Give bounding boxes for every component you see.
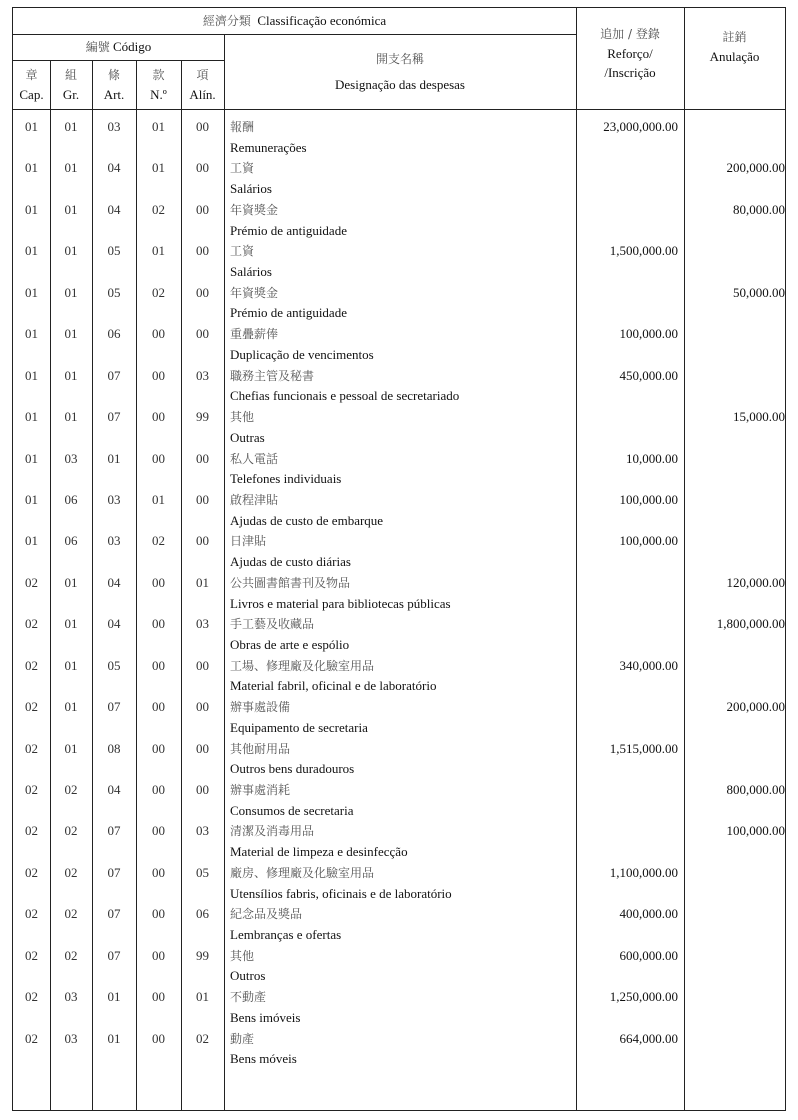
table-row bbox=[13, 531, 785, 572]
art-cell: 07 bbox=[107, 823, 121, 839]
table-row bbox=[13, 739, 785, 780]
no-cell: 00 bbox=[152, 864, 165, 880]
alin-cell: 99 bbox=[196, 409, 209, 425]
designation-pt: Chefias funcionais e pessoal de secretariado bbox=[230, 388, 460, 404]
designation-pt: Livros e material para bibliotecas públicas bbox=[230, 595, 451, 611]
table-row bbox=[13, 283, 785, 324]
alin-cell: 06 bbox=[196, 906, 209, 922]
designation-pt: Outros bens duradouros bbox=[230, 761, 355, 777]
alin-cell: 02 bbox=[196, 1030, 209, 1046]
gr-cell: 01 bbox=[64, 740, 78, 756]
cap-cell: 01 bbox=[25, 409, 38, 425]
art-cell: 03 bbox=[107, 119, 121, 134]
designation-pt: Outras bbox=[230, 429, 265, 445]
art-cell: 04 bbox=[107, 201, 121, 217]
code-header bbox=[13, 34, 224, 60]
gr-cell: 01 bbox=[64, 326, 78, 342]
reinforcement-amount: 664,000.00 bbox=[619, 1030, 678, 1046]
classification-pt: Classificação económica bbox=[257, 13, 387, 28]
alin-cell: 00 bbox=[196, 699, 209, 715]
table-row bbox=[13, 697, 785, 738]
alin-cell: 00 bbox=[196, 782, 209, 797]
code-zh: 編號 bbox=[85, 40, 110, 54]
designation-cell bbox=[230, 821, 408, 862]
cap-cell: 02 bbox=[25, 906, 38, 922]
cap-cell: 01 bbox=[25, 201, 38, 217]
reinforcement-amount: 400,000.00 bbox=[619, 906, 678, 922]
designation-pt: Consumos de secretaria bbox=[230, 802, 354, 818]
designation-pt: Material fabril, oficinal e de laboratório bbox=[230, 678, 437, 694]
cap-cell: 01 bbox=[25, 119, 38, 134]
table-row bbox=[13, 656, 785, 697]
designation-cell bbox=[230, 780, 353, 821]
designation-zh: 不動產 bbox=[230, 990, 267, 1005]
table-row bbox=[13, 573, 785, 614]
cap-cell: 02 bbox=[25, 699, 38, 715]
gr-cell: 01 bbox=[64, 657, 78, 673]
reinforcement-amount: 600,000.00 bbox=[619, 947, 678, 963]
cap-pt: Cap. bbox=[19, 86, 44, 102]
designation-cell bbox=[230, 200, 347, 241]
art-cell: 04 bbox=[107, 782, 121, 797]
classification-zh: 經濟分類 bbox=[202, 14, 251, 28]
designation-zh: 年資獎金 bbox=[230, 202, 279, 217]
reinforcement-header bbox=[576, 18, 684, 88]
gr-cell: 01 bbox=[64, 201, 78, 217]
no-cell: 00 bbox=[152, 657, 165, 673]
no-cell: 00 bbox=[152, 740, 165, 756]
annulment-header bbox=[684, 22, 785, 72]
designation-zh: 公共圖書館書刊及物品 bbox=[230, 575, 351, 590]
alin-cell: 03 bbox=[196, 616, 209, 632]
alin-cell: 00 bbox=[196, 160, 209, 176]
table-row bbox=[13, 490, 785, 531]
designation-pt: Obras de arte e espólio bbox=[230, 636, 350, 652]
reinforcement-amount: 1,100,000.00 bbox=[609, 864, 678, 880]
designation-pt: Ajudas de custo diárias bbox=[230, 554, 351, 570]
alin-cell: 00 bbox=[196, 450, 209, 466]
designation-zh: 辦事處消耗 bbox=[230, 783, 291, 797]
annulment-amount: 50,000.00 bbox=[733, 284, 785, 300]
no-cell: 00 bbox=[152, 947, 165, 963]
table-row bbox=[13, 158, 785, 199]
art-cell: 07 bbox=[107, 409, 121, 425]
cap-cell: 02 bbox=[25, 1030, 38, 1046]
table-row bbox=[13, 946, 785, 987]
table-row bbox=[13, 780, 785, 821]
table-row bbox=[13, 987, 785, 1028]
cap-cell: 02 bbox=[25, 616, 38, 632]
gr-cell: 01 bbox=[64, 160, 78, 176]
art-cell: 06 bbox=[107, 326, 121, 342]
cap-cell: 02 bbox=[25, 574, 38, 590]
designation-pt: Utensílios fabris, oficinais e de laboratório bbox=[230, 885, 452, 901]
budget-table bbox=[12, 7, 786, 1111]
alin-cell: 00 bbox=[196, 533, 209, 549]
designation-pt: Bens móveis bbox=[230, 1051, 297, 1067]
art-header bbox=[92, 60, 136, 109]
cap-cell: 01 bbox=[25, 160, 38, 176]
designation-zh: 其他 bbox=[230, 410, 255, 425]
no-cell: 00 bbox=[152, 409, 165, 425]
cap-cell: 02 bbox=[25, 657, 38, 673]
reinforcement-amount: 1,250,000.00 bbox=[609, 989, 678, 1005]
designation-zh: 年資獎金 bbox=[230, 285, 279, 300]
designation-cell bbox=[230, 490, 383, 531]
reinforcement-amount: 1,500,000.00 bbox=[609, 243, 678, 259]
art-cell: 01 bbox=[107, 989, 121, 1005]
cap-cell: 01 bbox=[25, 326, 38, 342]
no-cell: 00 bbox=[152, 367, 165, 383]
designation-cell bbox=[230, 283, 347, 324]
no-cell: 01 bbox=[152, 160, 165, 176]
annulment-amount: 80,000.00 bbox=[733, 201, 785, 217]
annulment-amount: 120,000.00 bbox=[726, 574, 785, 590]
cap-cell: 01 bbox=[25, 491, 38, 507]
designation-cell bbox=[230, 531, 351, 572]
designation-zh: 開支名稱 bbox=[375, 51, 424, 66]
designation-cell bbox=[230, 407, 265, 448]
annulment-amount: 200,000.00 bbox=[726, 699, 785, 715]
designation-cell bbox=[230, 1029, 297, 1070]
designation-cell bbox=[230, 449, 341, 490]
art-cell: 07 bbox=[107, 699, 121, 715]
designation-cell bbox=[230, 573, 451, 614]
no-cell: 00 bbox=[152, 450, 165, 466]
alin-cell: 00 bbox=[196, 243, 209, 259]
art-cell: 04 bbox=[107, 574, 121, 590]
annulment-zh: 註銷 bbox=[722, 30, 747, 44]
designation-cell bbox=[230, 241, 272, 282]
designation-zh: 報酬 bbox=[230, 120, 255, 134]
alin-cell: 03 bbox=[196, 367, 209, 383]
art-cell: 07 bbox=[107, 947, 121, 963]
no-cell: 02 bbox=[152, 533, 165, 549]
designation-header bbox=[224, 34, 576, 109]
reinforcement-amount: 100,000.00 bbox=[619, 533, 678, 549]
designation-pt: Salários bbox=[230, 181, 272, 197]
art-cell: 04 bbox=[107, 160, 121, 176]
cap-zh: 章 bbox=[25, 67, 38, 82]
designation-zh: 動產 bbox=[230, 1031, 255, 1046]
cap-header bbox=[13, 60, 50, 109]
table-row bbox=[13, 407, 785, 448]
designation-pt: Ajudas de custo de embarque bbox=[230, 512, 384, 528]
reinforcement-amount: 100,000.00 bbox=[619, 491, 678, 507]
reinforcement-amount: 23,000,000.00 bbox=[603, 119, 678, 134]
designation-zh: 其他 bbox=[230, 948, 255, 963]
no-cell: 01 bbox=[152, 243, 165, 259]
cap-cell: 01 bbox=[25, 533, 38, 549]
designation-zh: 工場、修理廠及化驗室用品 bbox=[230, 658, 375, 673]
gr-cell: 01 bbox=[64, 243, 78, 259]
no-header bbox=[136, 60, 181, 109]
no-cell: 00 bbox=[152, 616, 165, 632]
art-cell: 04 bbox=[107, 616, 121, 632]
designation-cell bbox=[230, 614, 349, 655]
designation-cell bbox=[230, 904, 341, 945]
annulment-amount: 100,000.00 bbox=[726, 823, 785, 839]
table-row bbox=[13, 366, 785, 407]
alin-cell: 00 bbox=[196, 284, 209, 300]
table-row bbox=[13, 324, 785, 365]
reinforcement-pt2: /Inscrição bbox=[604, 64, 656, 80]
designation-cell bbox=[230, 946, 265, 987]
designation-zh: 其他耐用品 bbox=[230, 741, 291, 756]
gr-cell: 02 bbox=[64, 823, 78, 839]
no-cell: 02 bbox=[152, 284, 165, 300]
designation-zh: 手工藝及收藏品 bbox=[230, 617, 315, 632]
designation-zh: 工資 bbox=[230, 244, 255, 259]
reinforcement-zh: 追加 / 登錄 bbox=[600, 26, 660, 41]
gr-cell: 01 bbox=[64, 367, 78, 383]
art-cell: 03 bbox=[107, 533, 121, 549]
designation-zh: 重疊薪俸 bbox=[230, 327, 279, 342]
cap-cell: 01 bbox=[25, 284, 38, 300]
alin-cell: 00 bbox=[196, 119, 209, 134]
alin-pt: Alín. bbox=[189, 86, 216, 102]
table-row bbox=[13, 1029, 785, 1070]
alin-header bbox=[181, 60, 224, 109]
cap-cell: 01 bbox=[25, 367, 38, 383]
no-cell: 01 bbox=[152, 491, 165, 507]
designation-zh: 廠房、修理廠及化驗室用品 bbox=[230, 865, 375, 880]
cap-cell: 02 bbox=[25, 989, 38, 1005]
designation-cell bbox=[230, 158, 272, 199]
gr-cell: 01 bbox=[64, 574, 78, 590]
designation-pt: Prémio de antiguidade bbox=[230, 305, 347, 321]
alin-zh: 項 bbox=[196, 67, 209, 82]
cap-cell: 02 bbox=[25, 782, 38, 797]
reinforcement-amount: 1,515,000.00 bbox=[609, 740, 678, 756]
gr-cell: 03 bbox=[64, 450, 78, 466]
alin-cell: 00 bbox=[196, 657, 209, 673]
art-cell: 07 bbox=[107, 864, 121, 880]
alin-cell: 01 bbox=[196, 574, 209, 590]
annulment-amount: 200,000.00 bbox=[726, 160, 785, 176]
table-row bbox=[13, 449, 785, 490]
no-cell: 00 bbox=[152, 823, 165, 839]
table-row bbox=[13, 241, 785, 282]
no-cell: 00 bbox=[152, 574, 165, 590]
designation-pt: Equipamento de secretaria bbox=[230, 719, 368, 735]
cap-cell: 02 bbox=[25, 823, 38, 839]
gr-cell: 01 bbox=[64, 699, 78, 715]
gr-cell: 03 bbox=[64, 989, 78, 1005]
art-cell: 07 bbox=[107, 367, 121, 383]
designation-pt: Remunerações bbox=[230, 139, 307, 155]
annulment-amount: 800,000.00 bbox=[726, 782, 785, 797]
designation-zh: 啟程津貼 bbox=[230, 492, 279, 507]
designation-pt: Duplicação de vencimentos bbox=[230, 346, 374, 362]
cap-cell: 02 bbox=[25, 740, 38, 756]
art-cell: 01 bbox=[107, 1030, 121, 1046]
designation-cell bbox=[230, 324, 374, 365]
cap-cell: 02 bbox=[25, 864, 38, 880]
table-body bbox=[13, 109, 785, 1070]
art-cell: 08 bbox=[107, 740, 121, 756]
gr-cell: 01 bbox=[64, 284, 78, 300]
art-cell: 05 bbox=[107, 657, 121, 673]
designation-pt: Telefones individuais bbox=[230, 471, 342, 487]
designation-zh: 職務主管及秘書 bbox=[230, 368, 315, 383]
alin-cell: 03 bbox=[196, 823, 209, 839]
designation-cell bbox=[230, 697, 368, 738]
designation-zh: 辦事處設備 bbox=[230, 700, 291, 715]
table-row bbox=[13, 614, 785, 655]
designation-cell bbox=[230, 739, 354, 780]
designation-zh: 紀念品及獎品 bbox=[230, 907, 303, 922]
designation-cell bbox=[230, 366, 459, 407]
gr-cell: 02 bbox=[64, 782, 78, 797]
no-cell: 00 bbox=[152, 1030, 165, 1046]
designation-pt: Bens imóveis bbox=[230, 1009, 301, 1025]
designation-pt: Outros bbox=[230, 968, 266, 984]
designation-cell bbox=[230, 117, 307, 158]
gr-zh: 組 bbox=[64, 67, 77, 82]
no-cell: 00 bbox=[152, 989, 165, 1005]
gr-cell: 03 bbox=[64, 1030, 78, 1046]
designation-cell bbox=[230, 987, 300, 1028]
table-row bbox=[13, 117, 785, 158]
designation-pt: Designação das despesas bbox=[335, 76, 465, 92]
alin-cell: 05 bbox=[196, 864, 209, 880]
annulment-amount: 1,800,000.00 bbox=[716, 616, 785, 632]
alin-cell: 01 bbox=[196, 989, 209, 1005]
alin-cell: 00 bbox=[196, 201, 209, 217]
reinforcement-amount: 450,000.00 bbox=[619, 367, 678, 383]
designation-zh: 日津貼 bbox=[230, 534, 267, 549]
art-cell: 07 bbox=[107, 906, 121, 922]
art-cell: 01 bbox=[107, 450, 121, 466]
art-zh: 條 bbox=[107, 67, 120, 82]
reinforcement-amount: 100,000.00 bbox=[619, 326, 678, 342]
gr-cell: 02 bbox=[64, 864, 78, 880]
alin-cell: 00 bbox=[196, 740, 209, 756]
gr-cell: 06 bbox=[64, 491, 78, 507]
no-cell: 02 bbox=[152, 201, 165, 217]
gr-cell: 02 bbox=[64, 947, 78, 963]
no-cell: 00 bbox=[152, 326, 165, 342]
no-zh: 款 bbox=[152, 67, 165, 82]
no-cell: 00 bbox=[152, 699, 165, 715]
reinforcement-amount: 340,000.00 bbox=[619, 657, 678, 673]
gr-cell: 01 bbox=[64, 119, 78, 134]
gr-cell: 01 bbox=[64, 616, 78, 632]
cap-cell: 02 bbox=[25, 947, 38, 963]
reinforcement-pt1: Reforço/ bbox=[607, 45, 653, 61]
no-cell: 01 bbox=[152, 119, 165, 134]
alin-cell: 00 bbox=[196, 326, 209, 342]
annulment-pt: Anulação bbox=[709, 49, 760, 64]
designation-pt: Salários bbox=[230, 264, 272, 279]
designation-pt: Prémio de antiguidade bbox=[230, 222, 347, 238]
gr-cell: 01 bbox=[64, 409, 78, 425]
table-row bbox=[13, 904, 785, 945]
annulment-amount: 15,000.00 bbox=[733, 409, 785, 425]
cap-cell: 01 bbox=[25, 450, 38, 466]
gr-cell: 06 bbox=[64, 533, 78, 549]
designation-zh: 工資 bbox=[230, 161, 255, 176]
table-row bbox=[13, 863, 785, 904]
alin-cell: 99 bbox=[196, 947, 209, 963]
reinforcement-amount: 10,000.00 bbox=[626, 450, 678, 466]
gr-cell: 02 bbox=[64, 906, 78, 922]
gr-header bbox=[50, 60, 92, 109]
designation-cell bbox=[230, 656, 436, 697]
no-cell: 00 bbox=[152, 906, 165, 922]
table-row bbox=[13, 200, 785, 241]
cap-cell: 01 bbox=[25, 243, 38, 259]
designation-cell bbox=[230, 863, 452, 904]
classification-header bbox=[13, 8, 576, 34]
no-cell: 00 bbox=[152, 782, 165, 797]
gr-pt: Gr. bbox=[62, 86, 80, 102]
designation-zh: 私人電話 bbox=[230, 451, 279, 466]
designation-pt: Material de limpeza e desinfecção bbox=[230, 844, 408, 860]
art-pt: Art. bbox=[103, 86, 125, 102]
designation-zh: 清潔及消毒用品 bbox=[230, 824, 315, 839]
art-cell: 05 bbox=[107, 243, 121, 259]
art-cell: 03 bbox=[107, 491, 121, 507]
alin-cell: 00 bbox=[196, 491, 209, 507]
no-pt: N.º bbox=[150, 86, 167, 102]
table-row bbox=[13, 821, 785, 862]
code-pt: Código bbox=[112, 39, 152, 54]
art-cell: 05 bbox=[107, 284, 121, 300]
designation-pt: Lembranças e ofertas bbox=[230, 927, 342, 942]
